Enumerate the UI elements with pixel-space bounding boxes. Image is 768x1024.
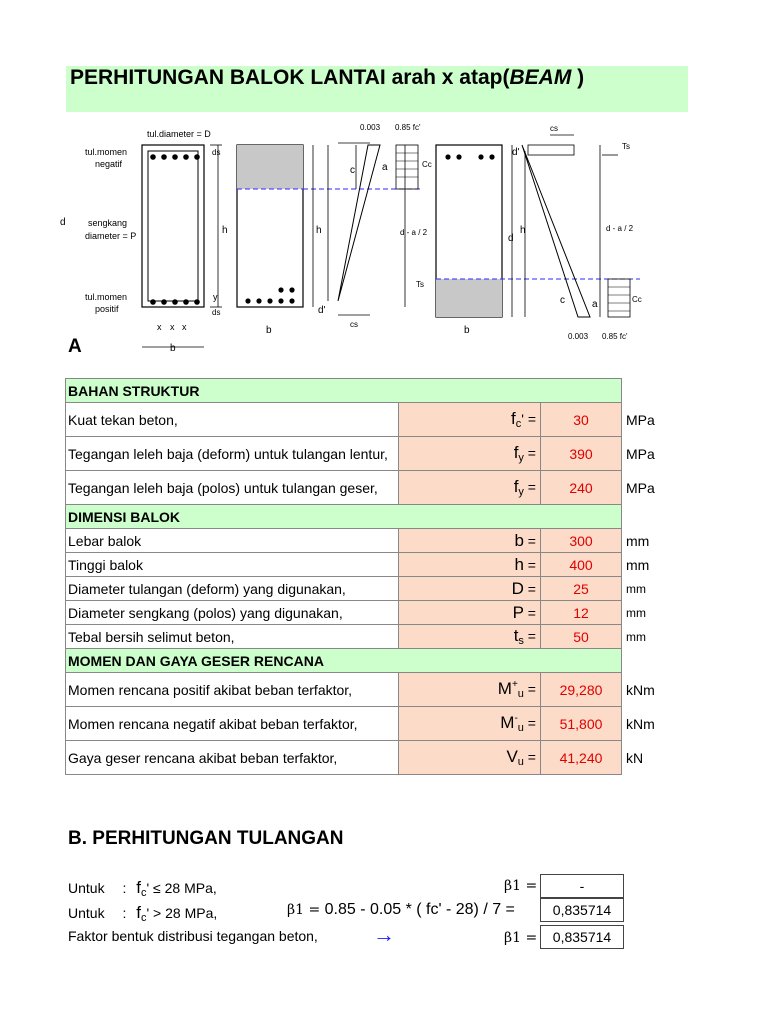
label-x-3: x — [182, 322, 187, 332]
row-label: Lebar balok — [66, 529, 399, 553]
row-symbol: $t_s$ = — [399, 625, 541, 649]
row-unit: mm — [626, 556, 650, 573]
table-row — [66, 673, 658, 707]
label-cs-3: cs — [550, 124, 558, 133]
label-d-a2-3: d - a / 2 — [606, 224, 634, 233]
row-label: Tegangan leleh baja (polos) untuk tulangan geser, — [66, 471, 399, 505]
table-row — [66, 707, 658, 741]
beam-section-diagram — [60, 115, 700, 365]
row-value: 400 — [541, 553, 622, 577]
label-ts-3: Ts — [622, 142, 630, 151]
label-ds-top: ds — [212, 148, 221, 157]
row-value: 29,280 — [541, 673, 622, 707]
row-label: Gaya geser rencana akibat beban terfaktor, — [66, 741, 399, 775]
table-section-header: MOMEN DAN GAYA GESER RENCANA — [66, 649, 622, 673]
row-unit: mm — [626, 532, 650, 549]
row-symbol: b = — [399, 529, 541, 553]
label-tul-diameter: tul.diameter = D — [147, 129, 211, 139]
label-cs-2: cs — [350, 320, 358, 329]
label-sengkang-2: diameter = P — [85, 231, 137, 241]
beta-row-3-label: Faktor bentuk distribusi tegangan beton, — [68, 928, 318, 944]
label-sengkang-1: sengkang — [88, 218, 128, 228]
row-unit: mm — [626, 629, 646, 644]
beta-row-2: Untuk : $f_c' > 28$ MPa, — [68, 903, 218, 924]
table-section-header: BAHAN STRUKTUR — [66, 379, 622, 403]
row-value: 12 — [541, 601, 622, 625]
row-symbol: $f_y$ = — [399, 437, 541, 471]
table-row — [66, 601, 658, 625]
label-b-3: b — [464, 325, 470, 336]
right-arrow-icon: → — [373, 922, 395, 947]
row-value: 41,240 — [541, 741, 622, 775]
label-x-2: x — [170, 322, 175, 332]
row-label: Tinggi balok — [66, 553, 399, 577]
beta-row-1: Untuk : $f_c' \le 28$ MPa, — [68, 878, 217, 899]
row-symbol: $M^-_u$ = — [399, 707, 541, 741]
row-label: Momen rencana positif akibat beban terfaktor, — [66, 673, 399, 707]
beta-row-1-value: - — [540, 874, 624, 898]
beta-formula: β1 = 0.85 - 0.05 * ( fc' - 28) / 7 = — [287, 901, 515, 918]
label-strain-2: 0.003 — [360, 123, 381, 132]
row-unit: kN — [626, 749, 644, 766]
row-label: Tegangan leleh baja (deform) untuk tulangan lentur, — [66, 437, 399, 471]
parameter-table — [65, 378, 658, 775]
label-d-a2-2: d - a / 2 — [400, 228, 428, 237]
row-label: Tebal bersih selimut beton, — [66, 625, 399, 649]
row-unit: kNm — [626, 681, 655, 698]
label-h-1: h — [222, 225, 228, 236]
row-symbol: D = — [399, 577, 541, 601]
table-row — [66, 403, 658, 437]
label-d-2: d — [60, 217, 66, 228]
row-unit: kNm — [626, 715, 655, 732]
label-cc-2: Cc — [422, 160, 432, 169]
page-title: PERHITUNGAN BALOK LANTAI arah x atap(BEAM ) — [70, 66, 585, 89]
row-unit: MPa — [626, 411, 655, 428]
row-value: 51,800 — [541, 707, 622, 741]
row-label: Diameter sengkang (polos) yang digunakan, — [66, 601, 399, 625]
label-ts-2: Ts — [416, 280, 424, 289]
row-value: 300 — [541, 529, 622, 553]
row-symbol: $f_c'$ = — [399, 403, 541, 437]
row-symbol: $M^+_u$ = — [399, 673, 541, 707]
cross-section-reinforcement — [142, 145, 222, 347]
label-y: y — [213, 292, 218, 302]
row-value: 390 — [541, 437, 622, 471]
beta-row-3-symbol: β1 = — [504, 930, 538, 946]
table-section-header: DIMENSI BALOK — [66, 505, 622, 529]
beta-row-3-value: 0,835714 — [540, 925, 624, 949]
row-unit: mm — [626, 581, 646, 596]
row-unit: MPa — [626, 445, 655, 462]
row-symbol: h = — [399, 553, 541, 577]
table-row — [66, 437, 658, 471]
label-a-2: a — [382, 162, 388, 173]
row-value: 50 — [541, 625, 622, 649]
table-row — [66, 529, 658, 553]
table-row — [66, 553, 658, 577]
label-c-3: c — [560, 295, 565, 306]
beta-row-2-value: 0,835714 — [540, 898, 624, 922]
label-tul-positif-2: positif — [95, 304, 119, 314]
table-row — [66, 625, 658, 649]
label-h-2: h — [316, 225, 322, 236]
row-symbol: $f_y$ = — [399, 471, 541, 505]
section-a-label: A — [68, 336, 82, 357]
label-b-2: b — [266, 325, 272, 336]
label-strain-3: 0.003 — [568, 332, 589, 341]
row-value: 30 — [541, 403, 622, 437]
label-ds-bot: ds — [212, 308, 221, 317]
row-label: Kuat tekan beton, — [66, 403, 399, 437]
label-c-2: c — [350, 165, 355, 176]
title-bar — [66, 66, 688, 112]
row-symbol: $V_u$ = — [399, 741, 541, 775]
section-negative-moment — [237, 143, 420, 315]
row-value: 240 — [541, 471, 622, 505]
table-row — [66, 471, 658, 505]
row-label: Diameter tulangan (deform) yang digunakan, — [66, 577, 399, 601]
label-dprime-3: d' — [512, 147, 520, 158]
label-tul-negatif-2: negatif — [95, 159, 123, 169]
label-stress-3: 0.85 fc' — [602, 332, 628, 341]
table-row — [66, 741, 658, 775]
label-d-3: d — [508, 233, 514, 244]
row-symbol: P = — [399, 601, 541, 625]
beta-row-1-symbol: β1 = — [504, 878, 538, 894]
row-unit: mm — [626, 605, 646, 620]
label-stress-2: 0.85 fc' — [395, 123, 421, 132]
table-row — [66, 577, 658, 601]
label-tul-positif-1: tul.momen — [85, 292, 128, 302]
row-label: Momen rencana negatif akibat beban terfaktor, — [66, 707, 399, 741]
label-a-3: a — [592, 299, 598, 310]
row-unit: MPa — [626, 479, 655, 496]
row-value: 25 — [541, 577, 622, 601]
label-b-1: b — [170, 343, 176, 354]
label-dprime-2: d' — [318, 305, 326, 316]
label-h-3: h — [520, 225, 526, 236]
section-b-title: B. PERHITUNGAN TULANGAN — [68, 828, 344, 849]
label-tul-negatif-1: tul.momen — [85, 147, 128, 157]
label-x-1: x — [157, 322, 162, 332]
label-cc-3: Cc — [632, 295, 642, 304]
